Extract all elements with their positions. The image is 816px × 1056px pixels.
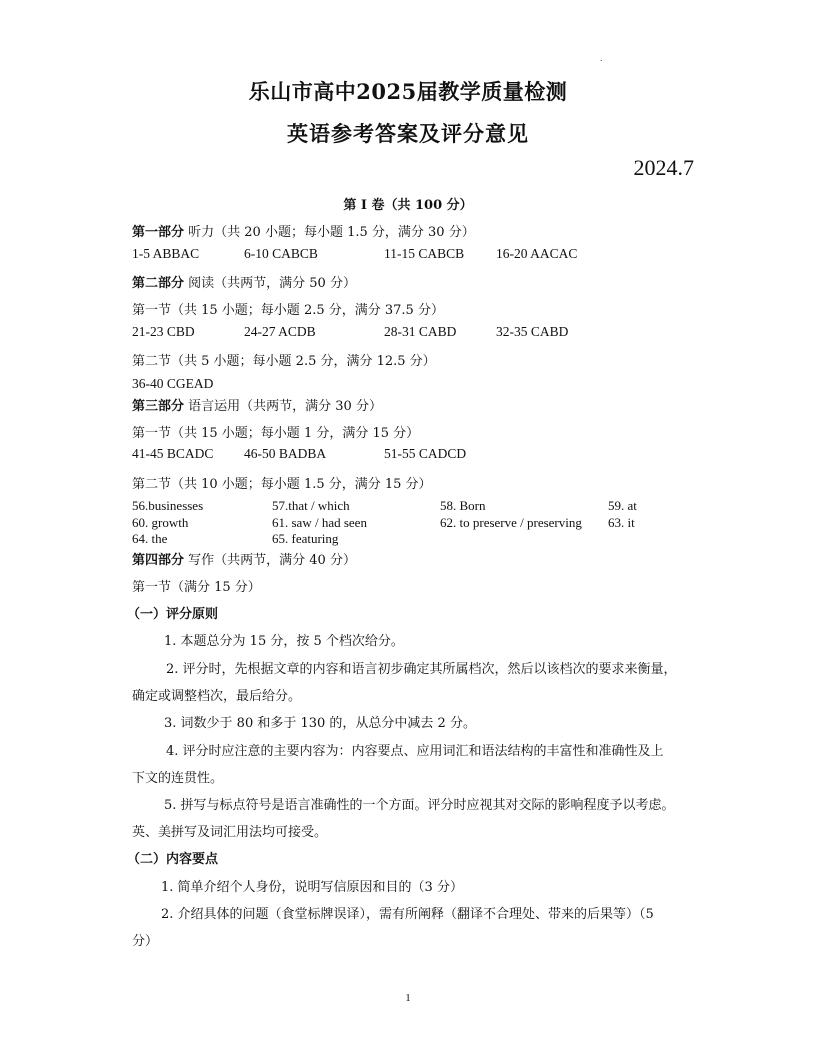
answer-group: 24-27 ACDB [244,324,316,339]
part2-title: 第二部分 [132,276,185,291]
answer-group: 32-35 CABD [496,324,569,339]
principle-item: 1. 本题总分为 15 分，按 5 个档次给分。 [164,634,404,649]
part2-heading [132,272,356,291]
answer-group: 46-50 BADBA [244,446,327,461]
part2-sec1-label: 第一节（共 15 小题；每小题 2.5 分，满分 37.5 分） [132,303,444,318]
part3-heading [132,395,382,414]
grammar-answer: 56.businesses [132,498,204,513]
part1-title: 第一部分 [132,225,185,240]
principle-item: 5. 拼写与标点符号是语言准确性的一个方面。评分时应视其对交际的影响程度予以考虑。 [164,798,675,813]
answer-group: 11-15 CABCB [384,246,465,261]
answer-group: 16-20 AACAC [496,246,578,261]
grammar-answer: 57.that / which [272,498,350,513]
part1-heading [132,221,475,240]
grammar-answer: 59. at [608,498,637,513]
answer-group: 41-45 BCADC [132,446,214,461]
part3-label: 语言运用（共两节，满分 30 分） [188,399,382,414]
content-points-heading: （二）内容要点 [127,852,219,867]
grammar-answer: 62. to preserve / preserving [440,515,582,530]
principle-continuation: 下文的连贯性。 [132,771,224,786]
principle-item: 4. 评分时应注意的主要内容为：内容要点、应用词汇和语法结构的丰富性和准确性及上 [166,744,664,759]
part3-sec1-label: 第一节（共 15 小题；每小题 1 分，满分 15 分） [132,426,420,441]
grammar-answer: 58. Born [440,498,486,513]
answer-group: 6-10 CABCB [244,246,318,261]
document-date: 2024.7 [633,155,694,180]
answer-group: 28-31 CABD [384,324,457,339]
answer-group: 51-55 CADCD [384,446,467,461]
document-subtitle: 英语参考答案及评分意见 [287,121,529,146]
part2-label: 阅读（共两节，满分 50 分） [188,276,356,291]
principle-item: 3. 词数少于 80 和多于 130 的，从总分中减去 2 分。 [164,716,476,731]
principle-item: 2. 评分时，先根据文章的内容和语言初步确定其所属档次，然后以该档次的要求来衡量， [166,662,677,677]
principle-continuation: 确定或调整档次，最后给分。 [132,689,302,704]
answer-group: 1-5 ABBAC [132,246,200,261]
part3-sec2-label: 第二节（共 10 小题；每小题 1.5 分，满分 15 分） [132,477,432,492]
part3-title: 第三部分 [132,399,185,414]
volume-heading: 第 I 卷（共 100 分） [343,198,473,213]
grammar-answer: 64. the [132,531,168,546]
page-number: 1 [405,992,411,1004]
principle-continuation: 英、美拼写及词汇用法均可接受。 [132,825,328,840]
answer-group: 21-23 CBD [132,324,195,339]
grammar-answer: 65. featuring [272,531,339,546]
grammar-answer: 61. saw / had seen [272,515,367,530]
part4-label: 写作（共两节，满分 40 分） [188,553,356,568]
document-title: 乐山市高中2025届教学质量检测 [248,79,568,104]
content-point: 1. 简单介绍个人身份，说明写信原因和目的（3 分） [161,880,463,895]
part4-sec1-label: 第一节（满分 15 分） [132,580,261,595]
content-point: 2. 介绍具体的问题（食堂标牌误译），需有所阐释（翻译不合理处、带来的后果等）（5 [161,907,654,922]
part1-label: 听力（共 20 小题；每小题 1.5 分，满分 30 分） [188,225,475,240]
grammar-answer: 60. growth [132,515,189,530]
answer-group: 36-40 CGEAD [132,376,214,391]
grammar-answer: 63. it [608,515,635,530]
part4-title: 第四部分 [132,553,185,568]
corner-mark: . [600,54,603,63]
principles-heading: （一）评分原则 [127,607,219,622]
part4-heading [132,549,356,568]
content-point-continuation: 分） [132,934,159,949]
part2-sec2-label: 第二节（共 5 小题；每小题 2.5 分，满分 12.5 分） [132,354,436,369]
